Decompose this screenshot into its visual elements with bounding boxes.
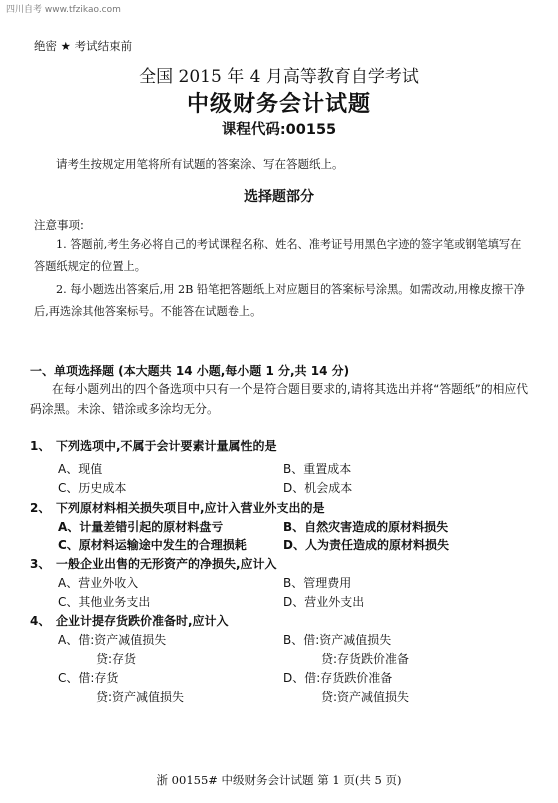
- part-description: 在每小题列出的四个备选项中只有一个是符合题目要求的,请将其选出并将“答题纸”的相应代码涂黑。未涂、错涂或多涂均无分。: [30, 382, 529, 416]
- question-number: 1、: [30, 439, 51, 453]
- answer-instruction: 请考生按规定用笔将所有试题的答案涂、写在答题纸上。: [56, 157, 344, 171]
- page-footer: 浙 00155# 中级财务会计试题 第 1 页(共 5 页): [156, 773, 402, 787]
- option-d: D、机会成本: [283, 481, 353, 495]
- question-text: 下列原材料相关损失项目中,应计入营业外支出的是: [56, 501, 325, 515]
- paper-title: 中级财务会计试题: [186, 92, 371, 117]
- option-c: C、原材料运输途中发生的合理损耗: [58, 538, 247, 552]
- option-a: A、营业外收入: [58, 576, 139, 590]
- option-b: B、自然灾害造成的原材料损失: [283, 520, 449, 534]
- course-code: 课程代码:00155: [221, 122, 337, 138]
- watermark: 四川自考 www.tfzikao.com: [6, 5, 121, 15]
- option-b: B、管理费用: [283, 576, 352, 590]
- section-title: 选择题部分: [244, 189, 314, 205]
- option-a: A、计量差错引起的原材料盘亏: [58, 520, 224, 534]
- part-heading: 一、单项选择题 (本大题共 14 小题,每小题 1 分,共 14 分): [30, 364, 350, 378]
- option-b: B、借:资产减值损失: [283, 633, 392, 647]
- option-a-credit: 贷:存货: [96, 652, 137, 666]
- confidential-label: 绝密 ★ 考试结束前: [34, 39, 133, 53]
- option-a: A、借:资产减值损失: [58, 633, 167, 647]
- option-b-credit: 贷:存货跌价准备: [321, 652, 410, 666]
- note-item-2: 2. 每小题选出答案后,用 2B 铅笔把答题纸上对应题目的答案标号涂黑。如需改动,用橡皮擦干净后,再选涂其他答案标号。不能答在试题卷上。: [34, 283, 525, 318]
- exam-title: 全国 2015 年 4 月高等教育自学考试: [139, 67, 419, 87]
- option-b: B、重置成本: [283, 462, 352, 476]
- question-number: 4、: [30, 614, 51, 628]
- note-item-1: 1. 答题前,考生务必将自己的考试课程名称、姓名、准考证号用黑色字迹的签字笔或钢笔填写在答题纸规定的位置上。: [34, 238, 522, 273]
- option-d-credit: 贷:资产减值损失: [321, 690, 410, 704]
- option-c: C、借:存货: [58, 671, 119, 685]
- option-c: C、其他业务支出: [58, 595, 151, 609]
- question-text: 一般企业出售的无形资产的净损失,应计入: [56, 557, 277, 571]
- option-d: D、人为责任造成的原材料损失: [283, 538, 449, 552]
- question-text: 下列选项中,不属于会计要素计量属性的是: [56, 439, 277, 453]
- option-c: C、历史成本: [58, 481, 127, 495]
- question-number: 3、: [30, 557, 51, 571]
- option-d: D、营业外支出: [283, 595, 365, 609]
- option-d: D、借:存货跌价准备: [283, 671, 393, 685]
- option-c-credit: 贷:资产减值损失: [96, 690, 185, 704]
- notes-heading: 注意事项:: [34, 218, 84, 232]
- question-number: 2、: [30, 501, 51, 515]
- option-a: A、现值: [58, 462, 103, 476]
- question-text: 企业计提存货跌价准备时,应计入: [56, 614, 229, 628]
